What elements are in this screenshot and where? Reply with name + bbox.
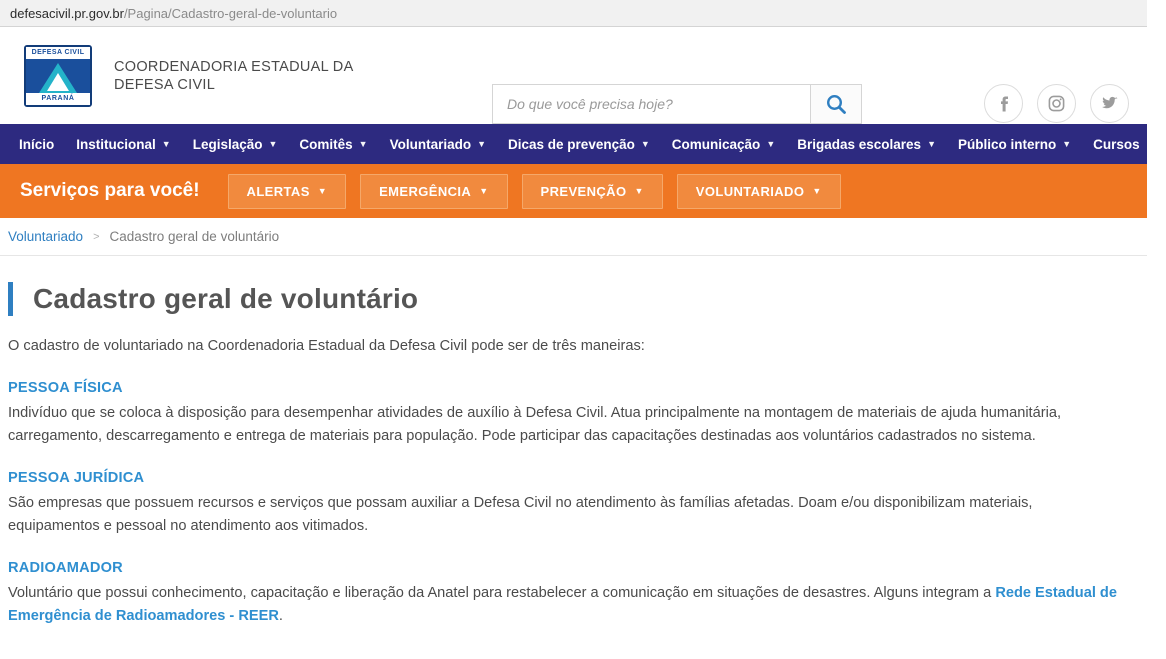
page-title-text: Cadastro geral de voluntário	[33, 283, 419, 314]
nav-label: Institucional	[76, 136, 156, 152]
chevron-down-icon: ▼	[634, 186, 644, 196]
breadcrumb-parent-link[interactable]: Voluntariado	[8, 229, 84, 244]
title-accent-bar	[8, 282, 13, 316]
nav-item-publico-interno[interactable]	[947, 124, 1082, 164]
service-chip-prevencao[interactable]	[522, 174, 663, 209]
chip-label: EMERGÊNCIA	[379, 183, 472, 199]
chevron-down-icon: ▼	[1145, 139, 1155, 149]
section-body-pessoa-juridica: São empresas que possuem recursos e serviços que possam auxiliar a Defesa Civil no atendimento às famílias afetadas. Doam e/ou disponibilizam materiais, equipamentos e pessoal no atendimento aos vitimados.	[8, 495, 1033, 534]
logo-top-text: DEFESA CIVIL	[26, 47, 90, 59]
chevron-down-icon: ▼	[317, 186, 328, 196]
url-path: /Pagina/Cadastro-geral-de-voluntario	[123, 5, 338, 21]
browser-url-bar[interactable]	[0, 0, 1147, 27]
chip-label: VOLUNTARIADO	[695, 183, 805, 199]
facebook-icon[interactable]	[984, 84, 1023, 123]
nav-label: Dicas de prevenção	[508, 136, 635, 152]
search-input[interactable]	[492, 84, 810, 124]
nav-label: Início	[19, 136, 55, 152]
nav-item-comites[interactable]	[288, 124, 378, 164]
url-host: defesacivil.pr.gov.br	[10, 5, 124, 21]
search-icon	[825, 93, 847, 115]
nav-item-brigadas-escolares[interactable]	[786, 124, 947, 164]
nav-label: Comunicação	[671, 136, 761, 152]
nav-item-inicio[interactable]	[8, 124, 65, 164]
chevron-down-icon: ▼	[161, 139, 171, 149]
nav-item-comunicacao[interactable]	[661, 124, 786, 164]
social-links	[984, 84, 1129, 123]
services-bar	[0, 164, 1147, 218]
twitter-icon[interactable]	[1090, 84, 1129, 123]
section-title-pessoa-fisica[interactable]: PESSOA FÍSICA	[8, 380, 123, 396]
nav-item-institucional[interactable]	[65, 124, 181, 164]
nav-label: Comitês	[299, 136, 353, 152]
chevron-down-icon: ▼	[268, 139, 278, 149]
services-heading: Serviços para você!	[20, 180, 200, 201]
section-title-pessoa-juridica[interactable]: PESSOA JURÍDICA	[8, 470, 145, 486]
service-chip-voluntariado[interactable]	[677, 174, 841, 209]
reer-link[interactable]: Rede Estadual de Emergência de Radioamadores - REER	[8, 585, 1117, 624]
nav-label: Brigadas escolares	[797, 136, 922, 152]
nav-item-cursos[interactable]	[1082, 124, 1165, 164]
chevron-down-icon: ▼	[477, 139, 487, 149]
chevron-down-icon: ▼	[640, 139, 650, 149]
chevron-down-icon: ▼	[927, 139, 936, 149]
defesa-civil-logo[interactable]	[24, 45, 92, 107]
section-title-radioamador[interactable]: RADIOAMADOR	[8, 560, 123, 576]
shield-triangle-inner-icon	[47, 73, 69, 91]
nav-item-voluntariado[interactable]	[379, 124, 497, 164]
page-intro-text: O cadastro de voluntariado na Coordenadoria Estadual da Defesa Civil pode ser de três maneiras:	[8, 338, 645, 354]
chip-label: ALERTAS	[246, 183, 310, 199]
page-title	[8, 282, 1139, 316]
chevron-down-icon: ▼	[766, 139, 776, 149]
site-header	[0, 27, 1147, 124]
breadcrumb	[0, 218, 1147, 256]
organization-title: COORDENADORIA ESTADUAL DA DEFESA CIVIL	[114, 58, 353, 93]
chip-label: PREVENÇÃO	[540, 183, 627, 199]
nav-label: Cursos	[1093, 136, 1140, 152]
chevron-down-icon: ▼	[1062, 139, 1072, 149]
nav-label: Público interno	[957, 136, 1057, 152]
nav-item-legislacao[interactable]	[182, 124, 289, 164]
breadcrumb-current: Cadastro geral de voluntário	[109, 229, 280, 244]
radioamador-text-before: Voluntário que possui conhecimento, capacitação e liberação da Anatel para restabelecer a comunicação em situações de desastres. Alguns integram a	[8, 585, 996, 601]
chevron-down-icon: ▼	[358, 139, 368, 149]
chevron-down-icon: ▼	[479, 186, 489, 196]
nav-label: Voluntariado	[389, 136, 472, 152]
main-navigation	[0, 124, 1155, 164]
search-button[interactable]	[810, 84, 862, 124]
section-body-radioamador	[8, 582, 1128, 628]
service-chip-alertas[interactable]	[228, 174, 347, 209]
search-area	[492, 84, 862, 124]
page-content	[0, 256, 1147, 628]
instagram-icon[interactable]	[1037, 84, 1076, 123]
breadcrumb-separator-icon: >	[93, 230, 100, 243]
chevron-down-icon: ▼	[812, 186, 822, 196]
nav-label: Legislação	[192, 136, 263, 152]
radioamador-text-after: .	[278, 608, 283, 624]
logo-bottom-text: PARANÁ	[26, 93, 90, 105]
nav-item-dicas-de-prevencao[interactable]	[497, 124, 661, 164]
service-chip-emergencia[interactable]	[360, 174, 507, 209]
section-body-pessoa-fisica: Indivíduo que se coloca à disposição para desempenhar atividades de auxílio à Defesa Civil. Atua principalmente na montagem de materiais de ajuda humanitária, carregamento, descarregamento e entrega de materiais para população. Pode participar das capacitações destinadas aos voluntários cadastrados no sistema.	[8, 405, 1062, 444]
